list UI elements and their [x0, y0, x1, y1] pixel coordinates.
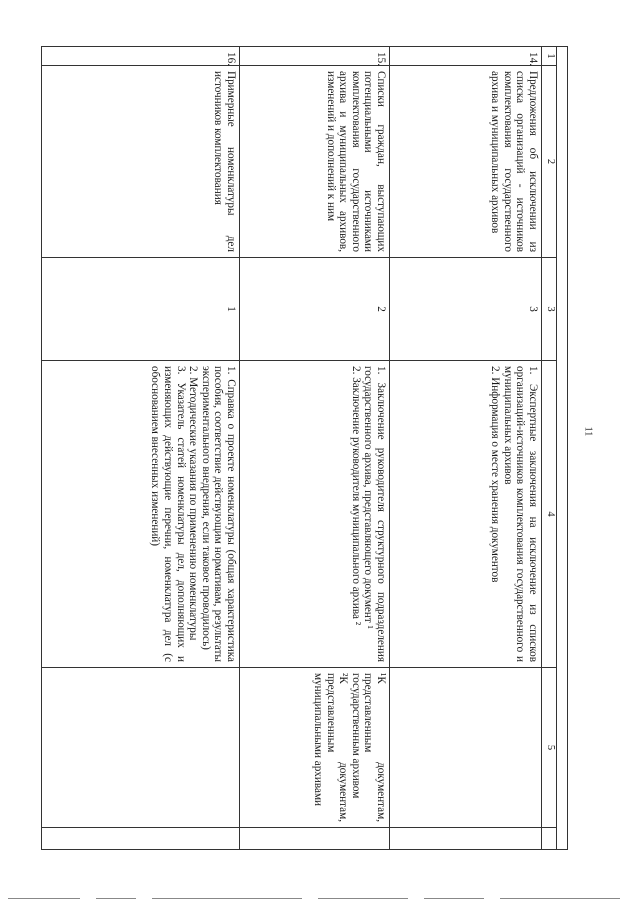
rotated-table-container: [41, 46, 568, 849]
documents-table: [41, 46, 568, 850]
table-row: [240, 47, 390, 850]
table-top-strip: [557, 47, 568, 850]
row-col4-item: 3. Указатель статей номенклатуры дел, дополняющих и изменяющих действующие перечни, номенклатура дел (с обоснованием внесенных изменений): [149, 366, 187, 662]
row-number: 14.: [390, 47, 542, 66]
row-col4-cell: [240, 361, 390, 668]
table-row: [390, 47, 542, 850]
row-extra-cell: [240, 828, 390, 850]
row-extra-cell: [42, 828, 240, 850]
row-col4-cell: [42, 361, 240, 668]
scan-mark: [318, 898, 408, 899]
scan-mark: [424, 898, 484, 899]
row-col5-note: ¹К документам, представленным государственным архивом: [349, 673, 387, 822]
row-extra-cell: [390, 828, 542, 850]
header-col-5: 5: [542, 668, 557, 828]
row-col4-item: 2. Методические указания по применению номенклатуры: [187, 366, 200, 641]
table-header-row: [542, 47, 557, 850]
row-col5-note: ²К документам, представленным муниципальными архивами: [312, 673, 350, 822]
row-title: Предложения об исключении из списка организаций - источников комплектования государственного архива и муниципальных архивов: [390, 66, 542, 258]
scan-mark: [8, 898, 80, 899]
scan-mark: [152, 898, 302, 899]
row-col4-item: 1. Справка о проекте номенклатуры (общая характеристика пособия, соответствие действующим нормативам, результаты экспериментального внедрения, если таковое проводилось): [199, 366, 237, 662]
scan-mark: [500, 898, 620, 899]
row-number: 16.: [42, 47, 240, 66]
row-col4-item: 2. Заключение руководителя муниципального архива ²: [349, 366, 362, 626]
table-row: [42, 47, 240, 850]
header-col-4: 4: [542, 361, 557, 668]
header-col-3: 3: [542, 258, 557, 361]
header-col-2: 2: [542, 66, 557, 258]
page-number: 11: [582, 426, 594, 437]
header-col-1: 1: [542, 47, 557, 66]
row-number: 15.: [240, 47, 390, 66]
row-col4-cell: [390, 361, 542, 668]
row-col5-cell: [240, 668, 390, 828]
scan-mark: [96, 898, 136, 899]
row-col3-value: 1: [42, 258, 240, 361]
row-col3-value: 2: [240, 258, 390, 361]
row-col5-cell: [42, 668, 240, 828]
row-title: Примерные номенклатуры дел источников комплектования: [42, 66, 240, 258]
bottom-scan-marks: [0, 898, 640, 900]
header-col-extra: [542, 828, 557, 850]
row-col4-item: 1. Заключение руководителя структурного подразделения государственного архива, представляющего документ ¹: [362, 366, 387, 662]
row-title: Списки граждан, выступающих потенциальными источниками комплектования государственного архива и муниципальных архивов, изменений и дополнений к ним: [240, 66, 390, 258]
row-col3-value: 3: [390, 258, 542, 361]
row-col4-item: 2. Информация о месте хранения документов: [489, 366, 502, 583]
row-col5-cell: [390, 668, 542, 828]
row-col4-item: 1. Экспертные заключения на исключение из списков организаций-источников комплектования государственного и муниципальных архивов: [501, 366, 539, 662]
